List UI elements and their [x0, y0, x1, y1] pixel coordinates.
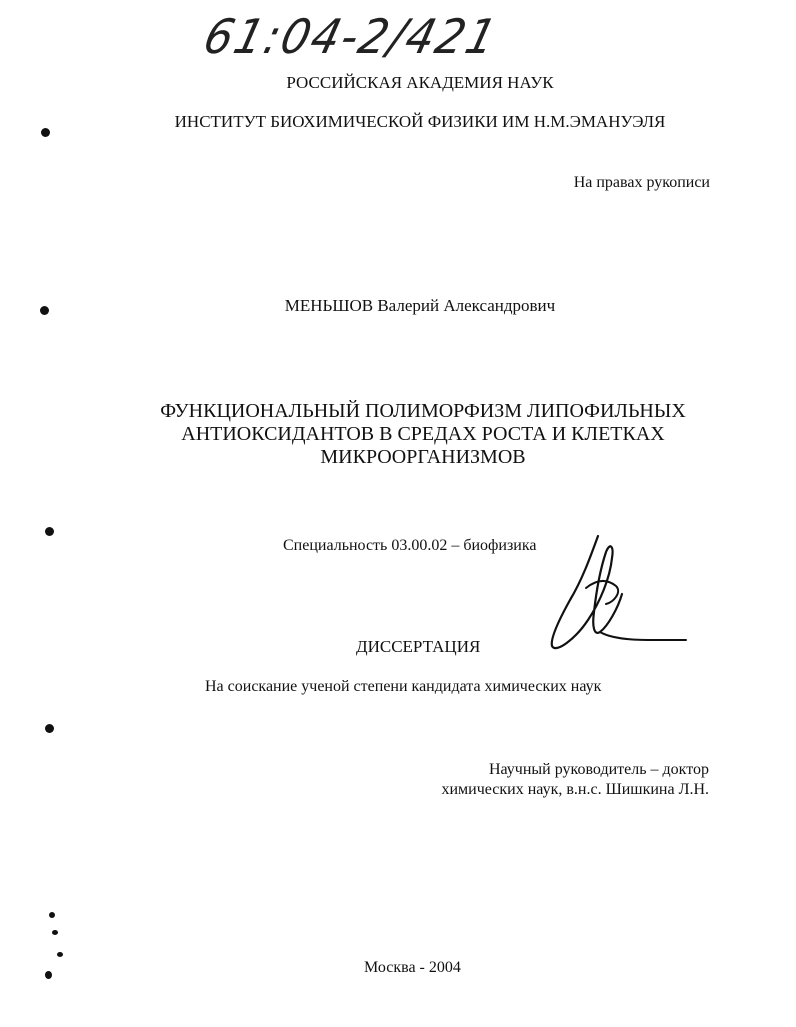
supervisor-line-1: Научный руководитель – доктор — [488, 761, 709, 778]
signature-icon — [530, 528, 700, 658]
supervisor — [441, 760, 709, 800]
institute-name: ИНСТИТУТ БИОХИМИЧЕСКОЙ ФИЗИКИ ИМ Н.М.ЭМАНУЭЛЯ — [174, 112, 666, 131]
document-type: ДИССЕРТАЦИЯ — [356, 637, 481, 656]
binding-hole-mark — [57, 952, 63, 957]
binding-hole-mark — [40, 306, 49, 315]
binding-hole-mark — [52, 930, 58, 935]
handwritten-catalog-number: 61:04-2/421 — [198, 10, 504, 66]
binding-hole-mark — [41, 128, 50, 137]
title-line-2: АНТИОКСИДАНТОВ В СРЕДАХ РОСТА И КЛЕТКАХ — [181, 423, 665, 445]
binding-hole-mark — [49, 912, 55, 918]
specialty: Специальность 03.00.02 – биофизика — [283, 537, 537, 554]
title-line-3: МИКРООРГАНИЗМОВ — [320, 446, 526, 468]
city-year: Москва - 2004 — [364, 959, 461, 976]
rights-note: На правах рукописи — [573, 174, 710, 191]
binding-hole-mark — [45, 527, 54, 536]
dissertation-title — [0, 400, 796, 469]
binding-hole-mark — [45, 971, 52, 979]
organization-name: РОССИЙСКАЯ АКАДЕМИЯ НАУК — [286, 73, 554, 92]
binding-hole-mark — [45, 724, 54, 733]
degree-statement: На соискание ученой степени кандидата химических наук — [205, 678, 602, 695]
author-name: МЕНЬШОВ Валерий Александрович — [284, 296, 556, 315]
title-line-1: ФУНКЦИОНАЛЬНЫЙ ПОЛИМОРФИЗМ ЛИПОФИЛЬНЫХ — [160, 400, 686, 422]
supervisor-line-2: химических наук, в.н.с. Шишкина Л.Н. — [441, 781, 709, 798]
